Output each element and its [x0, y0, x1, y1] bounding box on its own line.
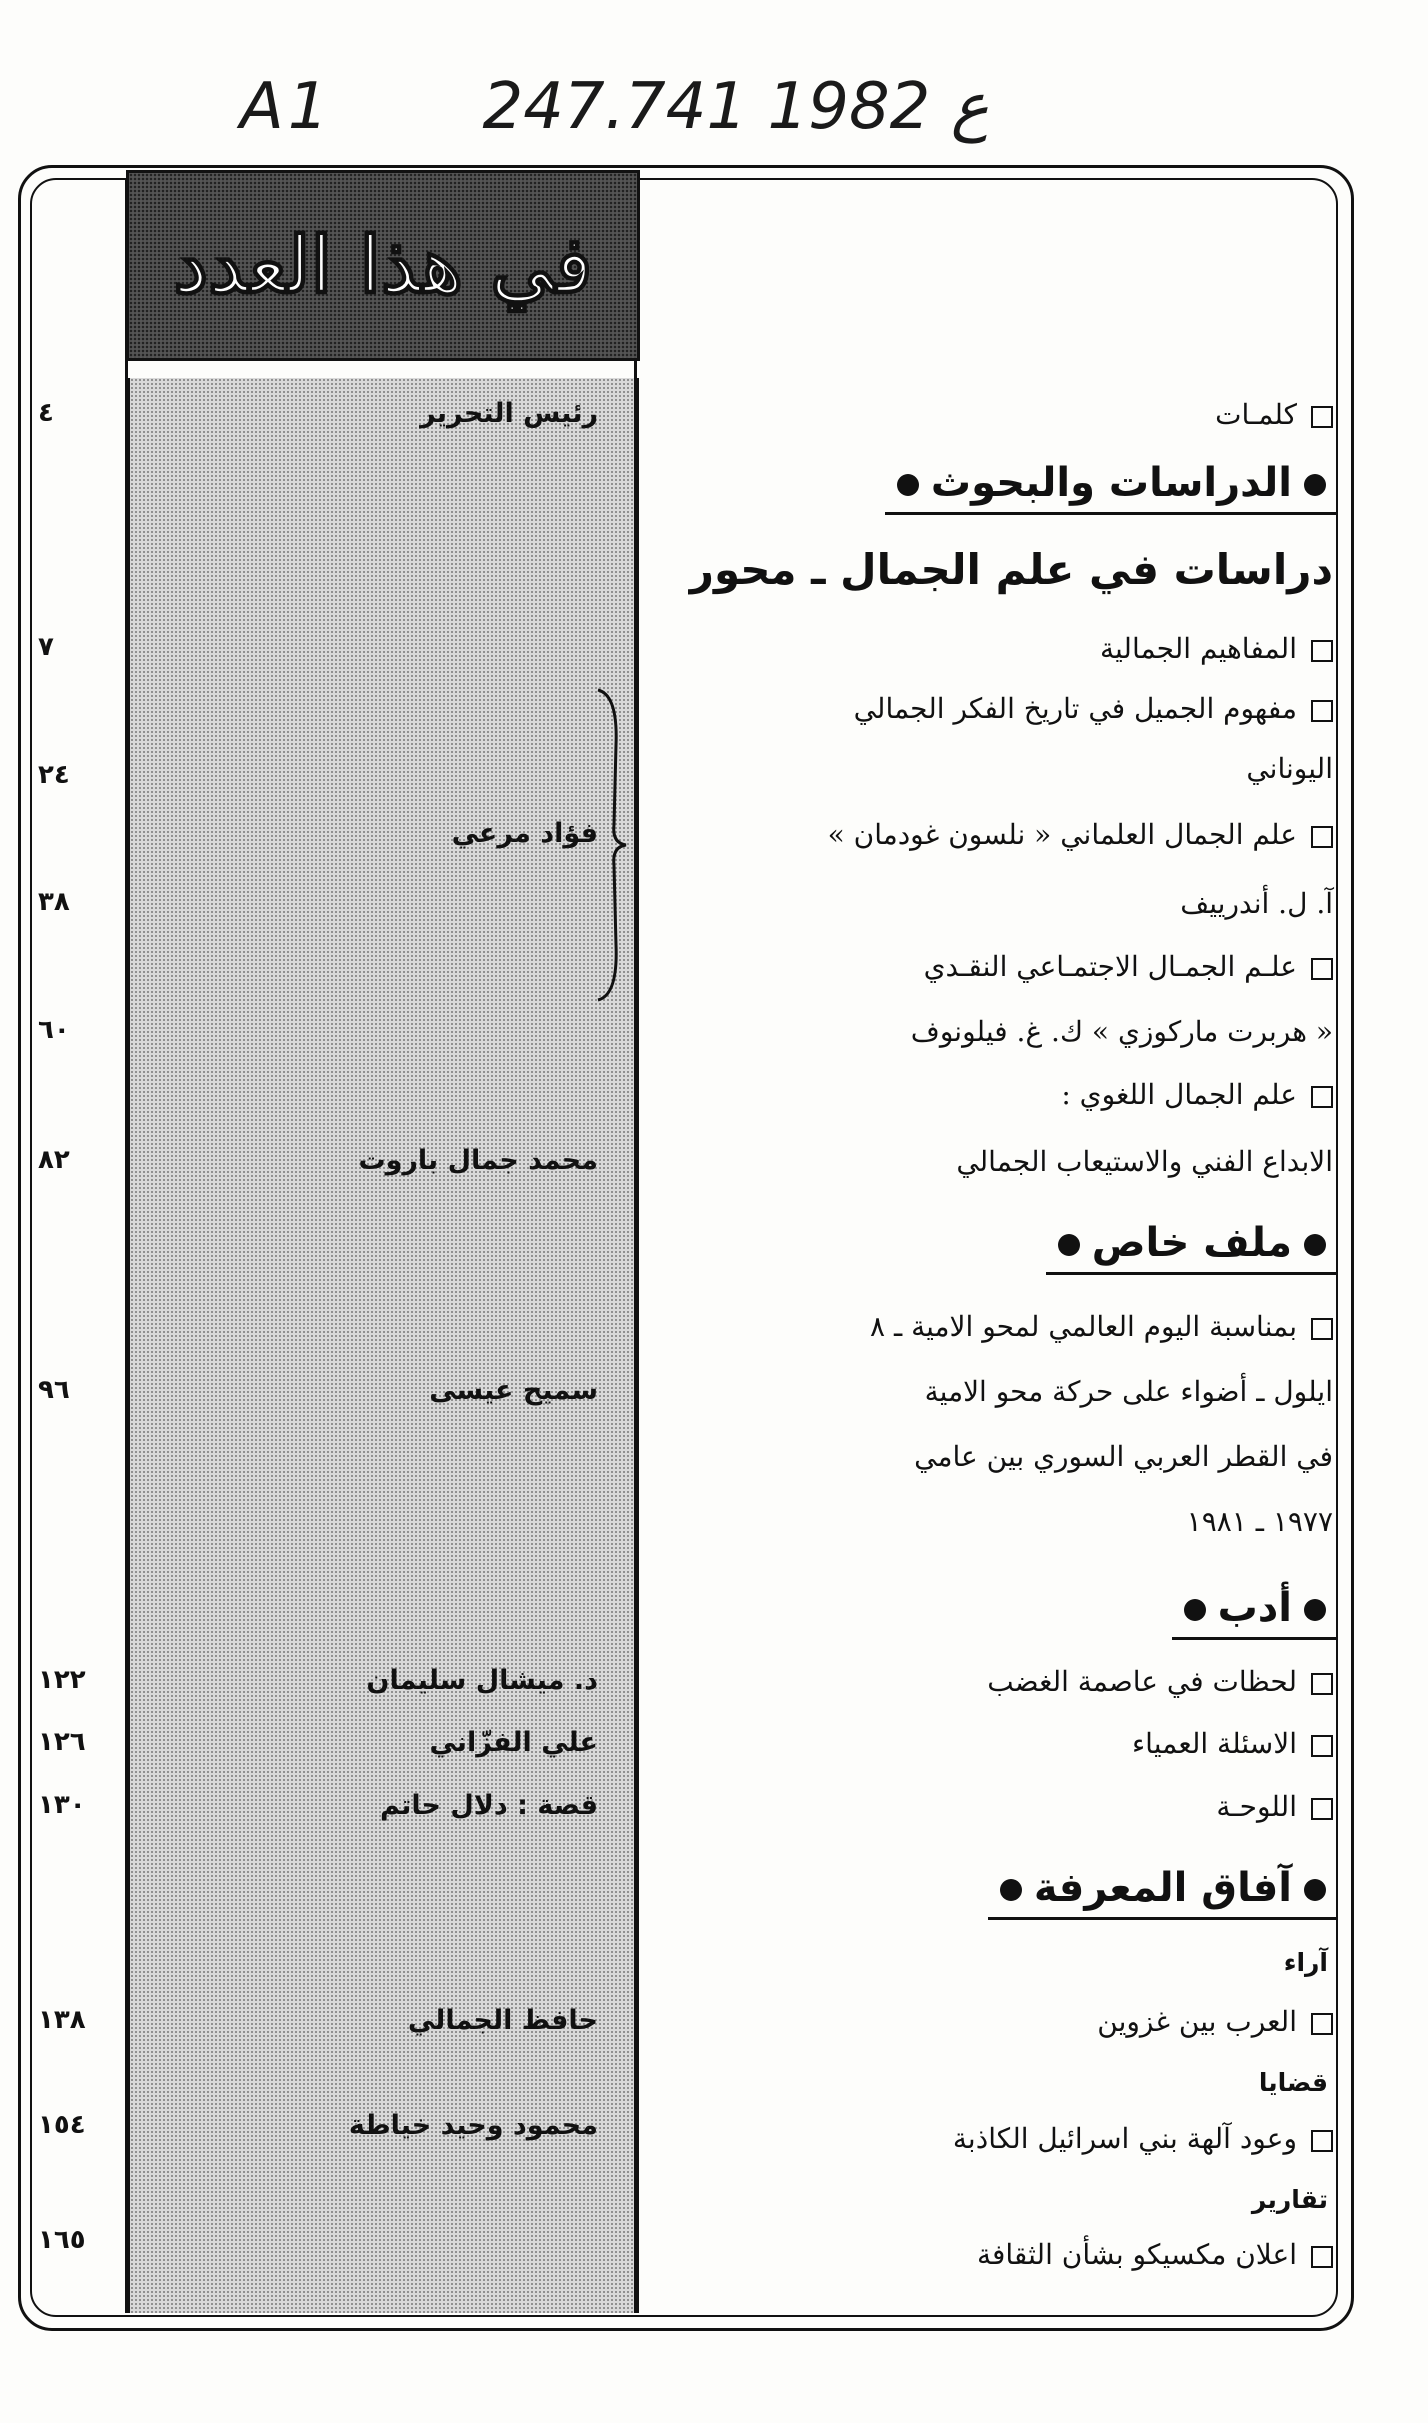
page-number: ١٢٢	[38, 1665, 86, 1695]
handwritten-catalog-note	[240, 70, 1340, 160]
bullet-icon	[1304, 1879, 1326, 1901]
toc-item[interactable]: اللوحـة	[673, 1790, 1333, 1823]
page-number: ٤	[38, 398, 54, 428]
issue-header-title: في هذا العدد	[173, 220, 593, 311]
author: محمد جمال باروت	[358, 1145, 598, 1176]
toc-item-continued: ١٩٧٧ ـ ١٩٨١	[1186, 1505, 1333, 1538]
toc-item-continued: اليوناني	[1246, 752, 1333, 785]
author: حافظ الجمالي	[407, 2005, 598, 2036]
bullet-icon	[1184, 1599, 1206, 1621]
toc-item-continued: آ. ل. أندرييف	[1180, 887, 1333, 920]
toc-item[interactable]: اعلان مكسيكو بشأن الثقافة	[673, 2238, 1333, 2271]
author: د. ميشال سليمان	[366, 1665, 598, 1696]
author: محمود وحيد خياطة	[348, 2110, 598, 2141]
section-heading: أدب	[1172, 1585, 1338, 1640]
checkbox-icon	[1311, 1086, 1333, 1108]
checkbox-icon	[1311, 1735, 1333, 1757]
checkbox-icon	[1311, 1673, 1333, 1695]
checkbox-icon	[1311, 640, 1333, 662]
bullet-icon	[897, 474, 919, 496]
section-heading: ملف خاص	[1046, 1220, 1338, 1275]
toc-item[interactable]: بمناسبة اليوم العالمي لمحو الامية ـ ٨	[673, 1310, 1333, 1343]
page-number: ١٦٥	[38, 2225, 86, 2255]
checkbox-icon	[1311, 826, 1333, 848]
toc-item-continued: الابداع الفني والاستيعاب الجمالي	[956, 1145, 1333, 1178]
toc-item[interactable]: علـم الجمـال الاجتمـاعي النقـدي	[673, 950, 1333, 983]
page-number-column	[30, 178, 128, 2313]
checkbox-icon	[1311, 958, 1333, 980]
author: سميح عيسى	[429, 1375, 598, 1406]
subsection-heading: دراسات في علم الجمال ـ محور	[689, 545, 1333, 594]
page-number: ٧	[38, 632, 54, 662]
handwritten-left: A1	[240, 70, 333, 144]
toc-item[interactable]: لحظات في عاصمة الغضب	[673, 1665, 1333, 1698]
checkbox-icon	[1311, 2246, 1333, 2268]
issue-header	[126, 170, 640, 361]
category-label: آراء	[1283, 1948, 1328, 1977]
bullet-icon	[1304, 1234, 1326, 1256]
bullet-icon	[1000, 1879, 1022, 1901]
checkbox-icon	[1311, 700, 1333, 722]
page-number: ١٥٤	[38, 2110, 86, 2140]
bullet-icon	[1058, 1234, 1080, 1256]
bullet-icon	[1304, 1599, 1326, 1621]
bullet-icon	[1304, 474, 1326, 496]
page-number: ١٣٠	[38, 1790, 86, 1820]
page-number: ١٣٨	[38, 2005, 86, 2035]
toc-item[interactable]: علم الجمال العلماني « نلسون غودمان »	[673, 818, 1333, 851]
page-number: ٩٦	[38, 1375, 70, 1405]
checkbox-icon	[1311, 2130, 1333, 2152]
toc-item[interactable]: العرب بين غزوين	[673, 2005, 1333, 2038]
page-number: ٣٨	[38, 887, 70, 917]
toc-item[interactable]: مفهوم الجميل في تاريخ الفكر الجمالي	[673, 692, 1333, 725]
toc-item[interactable]: وعود آلهة بني اسرائيل الكاذبة	[673, 2122, 1333, 2155]
toc-item-continued: في القطر العربي السوري بين عامي	[914, 1440, 1333, 1473]
column-divider	[634, 170, 637, 2313]
category-label: تقارير	[1251, 2185, 1328, 2214]
checkbox-icon	[1311, 1318, 1333, 1340]
toc-item[interactable]: كلمـات	[673, 398, 1333, 431]
section-heading: آفاق المعرفة	[988, 1865, 1338, 1920]
author: فؤاد مرعي	[451, 818, 598, 849]
toc-item-continued: ايلول ـ أضواء على حركة محو الامية	[924, 1375, 1333, 1408]
author: قصة : دلال حاتم	[380, 1790, 598, 1821]
toc-item[interactable]: علم الجمال اللغوي :	[673, 1078, 1333, 1111]
page-number: ٢٤	[38, 760, 70, 790]
page-number: ١٢٦	[38, 1727, 86, 1757]
section-heading: الدراسات والبحوث	[885, 460, 1338, 515]
handwritten-right: 247.ع 1982 741	[482, 70, 989, 144]
page-number: ٦٠	[38, 1015, 70, 1045]
toc-item[interactable]: المفاهيم الجمالية	[673, 632, 1333, 665]
checkbox-icon	[1311, 2013, 1333, 2035]
checkbox-icon	[1311, 406, 1333, 428]
toc-item-continued: « هربرت ماركوزي » ك. غ. فيلونوف	[910, 1015, 1333, 1048]
author: علي الفزّاني	[429, 1727, 598, 1758]
page-number: ٨٢	[38, 1145, 70, 1175]
author: رئيس التحرير	[420, 398, 598, 429]
checkbox-icon	[1311, 1798, 1333, 1820]
category-label: قضايا	[1258, 2068, 1328, 2097]
toc-item[interactable]: الاسئلة العمياء	[673, 1727, 1333, 1760]
